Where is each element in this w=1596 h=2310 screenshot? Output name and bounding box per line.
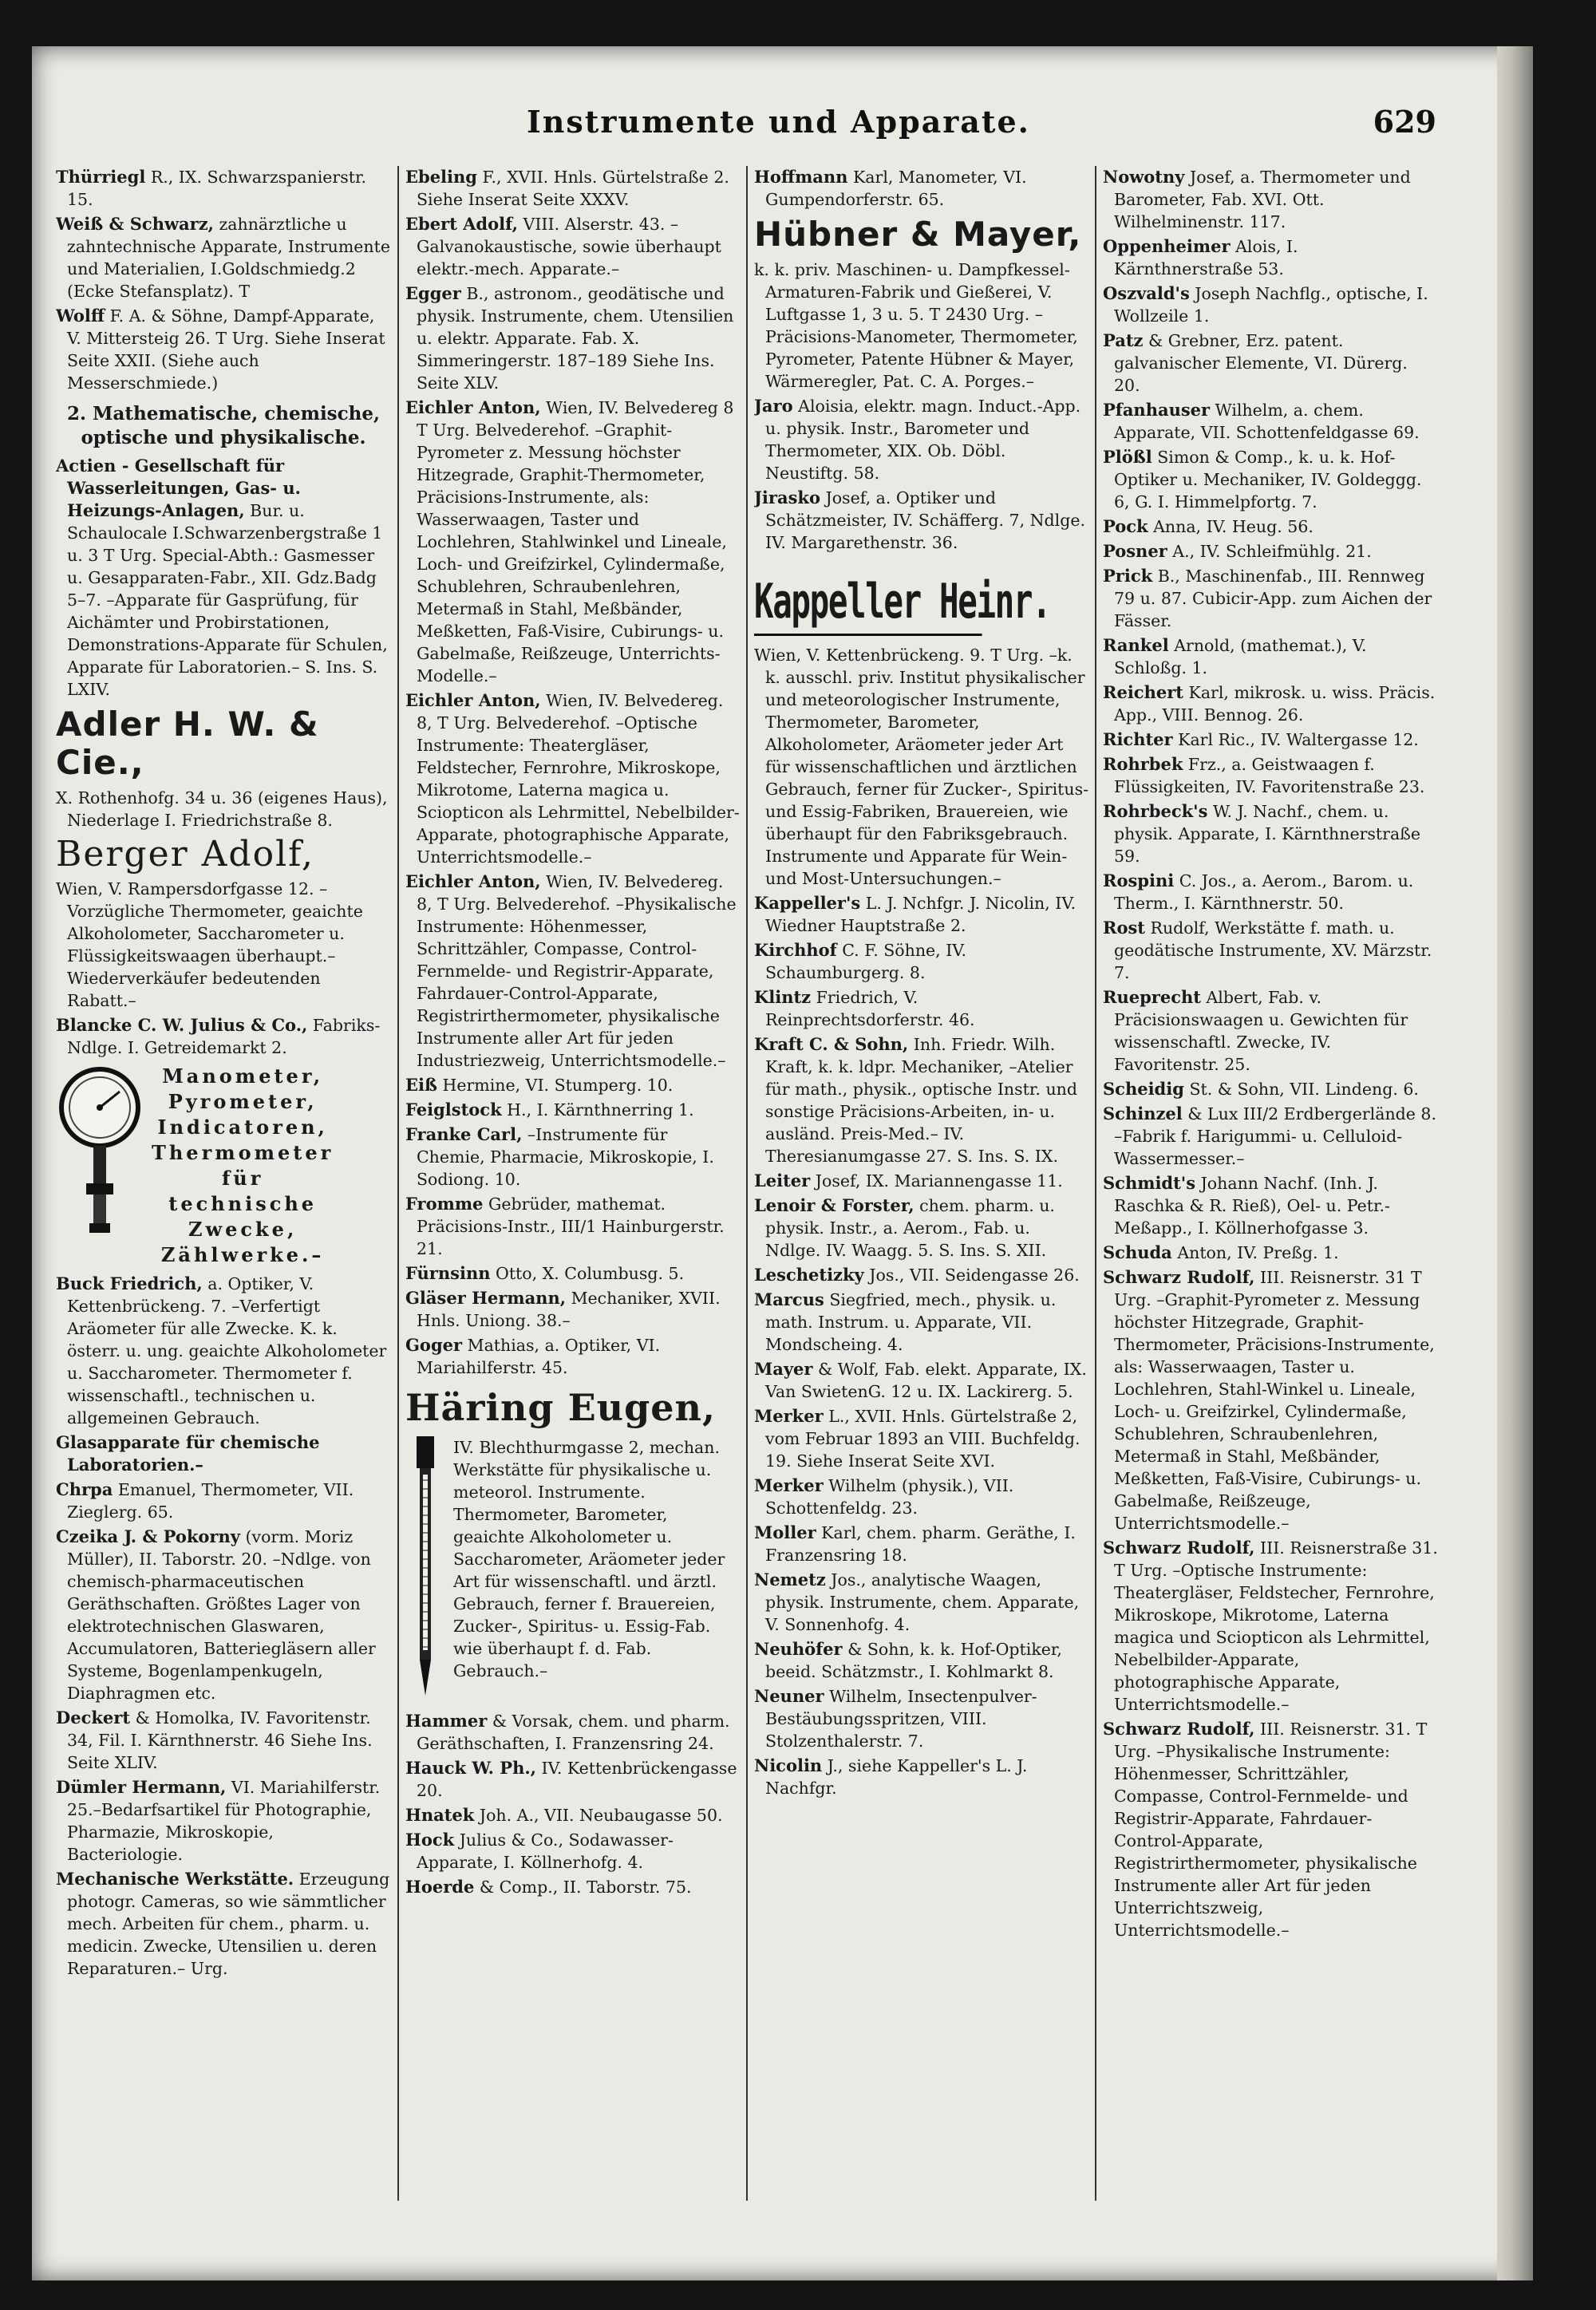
directory-entry <box>56 305 391 394</box>
directory-entry <box>1103 729 1438 751</box>
entry-text: F., XVII. Hnls. Gürtelstraße 2. Siehe Inserat Seite XXXV. <box>417 168 729 209</box>
directory-entry <box>405 1757 741 1802</box>
column-2 <box>405 166 741 2209</box>
entry-text: J., siehe Kappeller's L. J. Nachfgr. <box>765 1756 1028 1798</box>
entry-name: Oszvald's <box>1103 283 1190 303</box>
entry-name: Reichert <box>1103 682 1183 702</box>
entry-text: Karl Ric., IV. Waltergasse 12. <box>1178 730 1419 749</box>
directory-entry <box>754 487 1089 554</box>
entry-text: Inh. Friedr. Wilh. Kraft, k. k. ldpr. Mechaniker, –Atelier für math., physik., optische Instr. und sonstige Präcisions-Arbeiten, in- u. ausländ. Preis-Med.– IV. Theresianumgasse 27. S. Ins. S. IX. <box>765 1035 1077 1166</box>
entry-name: Schmidt's <box>1103 1173 1196 1193</box>
ad-line: Thermometer <box>152 1141 334 1164</box>
entry-name: Richter <box>1103 729 1173 749</box>
directory-entry <box>56 1014 391 1059</box>
entry-name: Posner <box>1103 541 1167 561</box>
manometer-icon <box>56 1064 144 1253</box>
directory-entry <box>1103 166 1438 233</box>
entry-name: Eiß <box>405 1075 437 1095</box>
directory-entry <box>754 1194 1089 1262</box>
display-name: Hübner & Mayer, <box>754 215 1082 254</box>
page-header <box>32 104 1532 152</box>
entry-name: Eichler Anton, <box>405 397 541 417</box>
directory-entry <box>1103 399 1438 444</box>
directory-entry <box>1103 1172 1438 1239</box>
entry-text: X. Rothenhofg. 34 u. 36 (eigenes Haus), Niederlage I. Friedrichstraße 8. <box>56 788 388 830</box>
directory-entry <box>754 892 1089 937</box>
entry-name: Mechanische Werkstätte. <box>56 1869 294 1889</box>
directory-entry <box>405 1262 741 1285</box>
directory-entry <box>405 1876 741 1898</box>
entry-text: Arnold, (mathemat.), V. Schloßg. 1. <box>1114 636 1367 677</box>
directory-entry <box>754 1264 1089 1286</box>
advertisement <box>405 1436 741 1705</box>
directory-entry <box>56 878 391 1012</box>
entry-name: Nicolin <box>754 1755 823 1775</box>
entry-text: chem. pharm. u. physik. Instr., a. Aerom., Fab. u. Ndlge. IV. Waagg. 5. S. Ins. S. XII. <box>765 1196 1055 1260</box>
entry-name: Czeika J. & Pokorny <box>56 1526 240 1546</box>
directory-entry <box>754 1170 1089 1192</box>
entry-text: Hermine, VI. Stumperg. 10. <box>442 1076 674 1095</box>
entry-name: Schwarz Rudolf, <box>1103 1267 1255 1287</box>
entry-name: Ebert Adolf, <box>405 214 518 234</box>
directory-entry <box>1103 446 1438 513</box>
entry-name: Neuhöfer <box>754 1639 843 1659</box>
entry-name: Patz <box>1103 330 1144 350</box>
entry-name: Hnatek <box>405 1805 475 1825</box>
page-edge <box>1497 46 1533 2280</box>
entry-name: Leiter <box>754 1171 811 1191</box>
directory-entry <box>754 1405 1089 1472</box>
directory-entry <box>1103 330 1438 397</box>
entry-text: Friedrich, V. Reinprechtsdorferstr. 46. <box>765 988 975 1029</box>
directory-entry <box>405 1123 741 1191</box>
entry-name: Hauck W. Ph., <box>405 1758 536 1778</box>
directory-entry <box>405 1334 741 1379</box>
directory-entry <box>1103 917 1438 984</box>
directory-entry <box>1103 515 1438 538</box>
entry-name: Moller <box>754 1522 816 1542</box>
entry-name: Actien - Gesellschaft für Wasserleitungen, Gas- u. Heizungs-Anlagen, <box>56 456 301 520</box>
entry-text: III. Reisnerstr. 31. T Urg. –Physikalische Instrumente: Höhenmesser, Schrittzähler, Compasse, Control-Fernmelde- und Registrir-Apparate, Fahrdauer-Control-Apparate, Registrirthermometer, physikalische Instrumente aller Art für jeden Unterrichtszweig, Unterrichtsmodelle.– <box>1114 1720 1428 1940</box>
directory-entry <box>1103 634 1438 679</box>
entry-text: C. F. Söhne, IV. Schaumburgerg. 8. <box>765 941 967 982</box>
entry-name: Rohrbek <box>1103 754 1183 774</box>
directory-entry <box>754 986 1089 1031</box>
entry-text: Aloisia, elektr. magn. Induct.-App. u. physik. Instr., Barometer und Thermometer, XIX. Ob. Döbl. Neustiftg. 58. <box>765 397 1081 483</box>
entry-text: Emanuel, Thermometer, VII. Zieglerg. 65. <box>67 1480 354 1522</box>
column-divider <box>746 166 748 2201</box>
entry-text: Albert, Fab. v. Präcisionswaagen u. Gewichten für wissenschaftl. Zwecke, IV. Favoritenstr. 25. <box>1114 988 1408 1074</box>
display-name: Berger Adolf, <box>56 834 314 875</box>
entry-text: Anna, IV. Heug. 56. <box>1153 517 1314 536</box>
entry-name: Nowotny <box>1103 167 1185 187</box>
entry-name: Fürnsinn <box>405 1263 491 1283</box>
directory-entry <box>1103 235 1438 280</box>
directory-entry <box>405 282 741 394</box>
page-title: Instrumente und Apparate. <box>527 104 1030 140</box>
entry-text: C. Jos., a. Aerom., Barom. u. Therm., I. Kärnthnerstr. 50. <box>1114 871 1414 913</box>
entry-name: Kraft C. & Sohn, <box>754 1034 909 1054</box>
entry-text: Josef, a. Thermometer und Barometer, Fab. XVI. Ott. Wilhelminenstr. 117. <box>1114 168 1411 231</box>
entry-text: & Grebner, Erz. patent. galvanischer Elemente, VI. Dürerg. 20. <box>1114 331 1408 395</box>
entry-text: & Vorsak, chem. und pharm. Geräthschaften, I. Franzensring 24. <box>417 1712 730 1753</box>
entry-text: IV. Kettenbrückengasse 20. <box>417 1759 737 1800</box>
directory-entry <box>56 787 391 831</box>
ad-line: für <box>221 1167 264 1190</box>
directory-entry <box>754 1685 1089 1752</box>
entry-text: a. Optiker, V. Kettenbrückeng. 7. –Verfertigt Aräometer für alle Zwecke. K. k. österr. u. ung. geaichte Alkoholometer u. Saccharometer. Thermometer f. wissenschaftl., technischen u. allgemeinen Gebrauch. <box>67 1274 387 1427</box>
entry-name: Kirchhof <box>754 940 837 960</box>
directory-entry <box>405 1193 741 1260</box>
entry-name: Mayer <box>754 1359 813 1379</box>
entry-text: Wilhelm, Insectenpulver-Bestäubungsspritzen, VIII. Stolzenthalerstr. 7. <box>765 1687 1037 1751</box>
entry-text: A., IV. Schleifmühlg. 21. <box>1172 542 1372 561</box>
directory-entry <box>405 1710 741 1755</box>
entry-text: F. A. & Söhne, Dampf-Apparate, V. Mittersteig 26. T Urg. Siehe Inserat Seite XXII. (Siehe auch Messerschmiede.) <box>67 306 385 393</box>
directory-entry <box>754 1569 1089 1636</box>
entry-text: III. Reisnerstr. 31 T Urg. –Graphit-Pyrometer z. Messung höchster Hitzegrade, Graphit-Thermometer, Präcisions-Instrumente, als: Wasserwaagen, Taster u. Lochlehren, Stahl-Winkel u. Lineale, Loch- u. Greifzirkel, Cylindermaße, Schublehren, Schraubenlehren, Metermaß in Stahl, Meßbänder, Meßketten, Faß-Visire, Cubirungs- u. Gabelmaße, Reißzeuge, Unterrichtsmodelle.– <box>1114 1268 1435 1533</box>
entry-text: H., I. Kärnthnerring 1. <box>507 1100 694 1119</box>
entry-name: Rospini <box>1103 871 1175 890</box>
ad-line: technische <box>168 1192 318 1215</box>
ad-line: Indicatoren, <box>157 1116 328 1139</box>
entry-text: Wien, V. Kettenbrückeng. 9. T Urg. –k. k. ausschl. priv. Institut physikalischer und meteorologischer Instrumente, Thermometer, Barometer, Alkoholometer, Aräometer jeder Art für wissenschaftlichen und ärztlichen Gebrauch, ferner für Zucker-, Spiritus- und Essig-Fabriken, Brauereien, wie überhaupt für den Fabriksgebrauch. Instrumente und Apparate für Wein- und Most-Untersuchungen.– <box>754 646 1089 888</box>
entry-name: Fromme <box>405 1194 484 1214</box>
entry-text: Jos., analytische Waagen, physik. Instrumente, chem. Apparate, V. Sonnenhofg. 4. <box>765 1570 1080 1634</box>
entry-name: Rueprecht <box>1103 987 1201 1007</box>
entry-name: Thürriegl <box>56 167 146 187</box>
directory-entry <box>56 1707 391 1774</box>
entry-text: VI. Mariahilferstr. 25.–Bedarfsartikel für Photographie, Pharmazie, Mikroskopie, Bacteriologie. <box>67 1778 381 1864</box>
directory-entry <box>754 259 1089 393</box>
directory-entry <box>754 1475 1089 1519</box>
column-divider <box>397 166 399 2201</box>
entry-text: Karl, mikrosk. u. wiss. Präcis. App., VIII. Bennog. 26. <box>1114 683 1436 725</box>
directory-entry <box>405 1829 741 1874</box>
directory-entry <box>405 1804 741 1826</box>
entry-name: Feiglstock <box>405 1100 502 1119</box>
directory-page <box>32 46 1532 2280</box>
entry-text: St. & Sohn, VII. Lindeng. 6. <box>1189 1080 1419 1099</box>
entry-text: & Homolka, IV. Favoritenstr. 34, Fil. I. Kärnthnerstr. 46 Siehe Ins. Seite XLIV. <box>67 1708 373 1772</box>
entry-text: W. J. Nachf., chem. u. physik. Apparate, I. Kärnthnerstraße 59. <box>1114 802 1420 866</box>
directory-entry <box>1103 681 1438 726</box>
directory-entry <box>1103 1103 1438 1170</box>
entry-text: Siegfried, mech., physik. u. math. Instrum. u. Apparate, VII. Mondscheing. 4. <box>765 1290 1057 1354</box>
entry-name: Goger <box>405 1335 463 1355</box>
entry-name: Schwarz Rudolf, <box>1103 1719 1255 1739</box>
entry-name: Hoffmann <box>754 167 848 187</box>
entry-name: Pock <box>1103 516 1148 536</box>
entry-name: Marcus <box>754 1289 824 1309</box>
entry-text: Alois, I. Kärnthnerstraße 53. <box>1114 237 1298 278</box>
directory-entry <box>405 689 741 868</box>
directory-entry <box>405 213 741 280</box>
advertisement <box>56 1064 391 1268</box>
entry-text: Fabriks-Ndlge. I. Getreidemarkt 2. <box>67 1016 381 1057</box>
directory-entry <box>754 166 1089 211</box>
ad-line: Zählwerke.– <box>160 1243 325 1266</box>
entry-name: Hoerde <box>405 1877 475 1897</box>
entry-text: Wien, IV. Belvedereg 8 T Urg. Belvederehof. –Graphit-Pyrometer z. Messung höchster Hitzegrade, Graphit-Thermometer, Präcisions-Instrumente, als: Wasserwaagen, Taster und Lochlehren, Stahlwinkel und Lineale, Loch- und Greifzirkel, Cylindermaße, Schublehren, Schraubenlehren, Metermaß in Stahl, Meßbänder, Meßketten, Faß-Visire, Cubirungs- u. Gabelmaße, Reißzeuge, Unterrichts-Modelle.– <box>417 398 734 685</box>
entry-name: Chrpa <box>56 1479 113 1499</box>
thermometer-icon <box>405 1436 445 1705</box>
directory-entry <box>56 1273 391 1429</box>
entry-name: Hammer <box>405 1711 488 1731</box>
directory-entry <box>1103 540 1438 563</box>
entry-text: Karl, chem. pharm. Geräthe, I. Franzensring 18. <box>765 1523 1076 1565</box>
directory-entry <box>56 1479 391 1523</box>
directory-entry <box>1103 800 1438 867</box>
entry-name: Blancke C. W. Julius & Co., <box>56 1015 308 1035</box>
directory-entry <box>1103 1078 1438 1100</box>
entry-text: Mathias, a. Optiker, VI. Mariahilferstr. 45. <box>417 1336 661 1377</box>
entry-name: Ebeling <box>405 167 477 187</box>
directory-entry <box>754 395 1089 484</box>
entry-name: Buck Friedrich, <box>56 1273 203 1293</box>
directory-entry <box>56 166 391 211</box>
directory-entry <box>754 644 1089 890</box>
entry-name: Franke Carl, <box>405 1124 523 1144</box>
entry-name: Hock <box>405 1830 455 1850</box>
entry-name: Plößl <box>1103 447 1152 467</box>
entry-name: Gläser Hermann, <box>405 1288 567 1308</box>
page-number: 629 <box>1373 104 1436 140</box>
directory-entry <box>1103 282 1438 327</box>
entry-name: Pfanhauser <box>1103 400 1211 420</box>
directory-entry <box>56 1431 391 1476</box>
entry-text: Gebrüder, mathemat. Präcisions-Instr., III/1 Hainburgerstr. 21. <box>417 1194 725 1258</box>
entry-text: & Wolf, Fab. elekt. Apparate, IX. Van SwietenG. 12 u. IX. Lackirerg. 5. <box>765 1360 1087 1401</box>
entry-name: Scheidig <box>1103 1079 1184 1099</box>
entry-name: Eichler Anton, <box>405 690 541 710</box>
entry-name: Oppenheimer <box>1103 236 1231 256</box>
display-name: Kappeller Heinr. <box>754 570 982 636</box>
entry-text: Josef, a. Optiker und Schätzmeister, IV. Schäfferg. 7, Ndlge. IV. Margarethenstr. 36. <box>765 488 1086 552</box>
entry-name: Leschetizky <box>754 1265 864 1285</box>
entry-name: Kappeller's <box>754 893 861 913</box>
entry-name: Egger <box>405 283 461 303</box>
ad-line: Manometer, <box>162 1064 324 1088</box>
directory-entry <box>56 455 391 701</box>
directory-entry <box>1103 1242 1438 1264</box>
entry-text: Wilhelm, a. chem. Apparate, VII. Schottenfeldgasse 69. <box>1114 401 1420 442</box>
directory-entry <box>405 397 741 687</box>
directory-entry <box>754 1755 1089 1799</box>
entry-text: Johann Nachf. (Inh. J. Raschka & R. Rieß), Oel- u. Petr.-Meßapp., I. Köllnerhofgasse 3. <box>1114 1174 1390 1238</box>
entry-name: Weiß & Schwarz, <box>56 214 214 234</box>
entry-text: B., astronom., geodätische und physik. Instrumente, chem. Utensilien u. elektr. Apparate. Fab. X. Simmeringerstr. 187–189 Siehe Ins. Seite XLV. <box>417 284 734 393</box>
entry-name: Prick <box>1103 566 1153 586</box>
entry-name: Merker <box>754 1406 824 1426</box>
entry-text: B., Maschinenfab., III. Rennweg 79 u. 87. Cubicir-App. zum Aichen der Fässer. <box>1114 567 1432 630</box>
directory-entry <box>405 166 741 211</box>
entry-name: Nemetz <box>754 1570 826 1589</box>
directory-entry <box>56 1776 391 1866</box>
entry-name: Lenoir & Forster, <box>754 1195 915 1215</box>
entry-name: Dümler Hermann, <box>56 1777 227 1797</box>
entry-text: k. k. priv. Maschinen- u. Dampfkessel-Armaturen-Fabrik und Gießerei, V. Luftgasse 1, 3 u. 5. T 2430 Urg. –Präcisions-Manometer, Thermometer, Pyrometer, Patente Hübner & Mayer, Wärmeregler, Pat. C. A. Porges.– <box>754 260 1078 391</box>
directory-entry <box>405 1287 741 1332</box>
entry-name: Schinzel <box>1103 1104 1183 1123</box>
directory-entry <box>56 213 391 302</box>
entry-text: VIII. Alserstr. 43. –Galvanokaustische, sowie überhaupt elektr.-mech. Apparate.– <box>417 215 721 278</box>
entry-text: Wilhelm (physik.), VII. Schottenfeldg. 23. <box>765 1476 1014 1518</box>
entry-text: Joseph Nachflg., optische, I. Wollzeile 1. <box>1114 284 1428 326</box>
entry-text: & Sohn, k. k. Hof-Optiker, beeid. Schätzmstr., I. Kohlmarkt 8. <box>765 1640 1062 1681</box>
column-4 <box>1103 166 1438 2209</box>
entry-name: Rost <box>1103 918 1145 938</box>
directory-entry <box>754 1638 1089 1683</box>
entry-name: Eichler Anton, <box>405 871 541 891</box>
entry-name: Neuner <box>754 1686 824 1706</box>
entry-text: & Lux III/2 Erdbergerlände 8. –Fabrik f. Harigummi- u. Celluloid-Wassermesser.– <box>1114 1104 1436 1168</box>
display-name: Adler H. W. & Cie., <box>56 705 319 782</box>
column-3 <box>754 166 1089 2209</box>
directory-entry <box>1103 565 1438 632</box>
directory-entry <box>1103 753 1438 798</box>
display-name: Häring Eugen, <box>405 1386 716 1429</box>
directory-entry <box>1103 870 1438 914</box>
ad-text: IV. Blechthurmgasse 2, mechan. Werkstätte für physikalische u. meteorol. Instrumente. Thermometer, Barometer, geaichte Alkoholometer u. Saccharometer, Aräometer jeder Art für wissenschaftl. und ärztl. Gebrauch, ferner f. Brauereien, Zucker-, Spiritus- u. Essig-Fab. wie überhaupt f. d. Fab. Gebrauch.– <box>453 1438 725 1680</box>
entry-text: –Instrumente für Chemie, Pharmacie, Mikroskopie, I. Sodiong. 10. <box>417 1125 714 1189</box>
entry-name: Jaro <box>754 396 793 416</box>
ad-line: Zwecke, <box>188 1218 298 1241</box>
entry-text: R., IX. Schwarzspanierstr. 15. <box>67 168 367 209</box>
directory-entry <box>56 1526 391 1704</box>
entry-text: Josef, IX. Mariannengasse 11. <box>815 1171 1063 1191</box>
entry-text: Frz., a. Geistwaagen f. Flüssigkeiten, IV. Favoritenstraße 23. <box>1114 755 1425 796</box>
directory-entry <box>405 1099 741 1121</box>
directory-entry <box>1103 986 1438 1076</box>
directory-entry <box>754 939 1089 984</box>
entry-text: Jos., VII. Seidengasse 26. <box>869 1266 1080 1285</box>
directory-entry <box>754 1033 1089 1167</box>
entry-text: Mechaniker, XVII. Hnls. Uniong. 38.– <box>417 1289 721 1330</box>
entry-text: III. Reisnerstraße 31. T Urg. –Optische Instrumente: Theatergläser, Feldstecher, Fernrohre, Mikroskope, Mikrotome, Laterna magica und Sciopticon als Lehrmittel, Nebelbilder-Apparate, photographische Apparate, Unterrichtsmodelle.– <box>1114 1538 1438 1714</box>
entry-text: Erzeugung photogr. Cameras, so wie sämmtlicher mech. Arbeiten für chem., pharm. u. medicin. Zwecke, Utensilien u. deren Reparaturen.– Urg. <box>67 1870 390 1978</box>
entry-name: Rankel <box>1103 635 1169 655</box>
entry-text: Anton, IV. Preßg. 1. <box>1177 1243 1339 1262</box>
entry-text: L. J. Nchfgr. J. Nicolin, IV. Wiedner Hauptstraße 2. <box>765 894 1077 935</box>
entry-text: Karl, Manometer, VI. Gumpendorferstr. 65. <box>765 168 1027 209</box>
entry-name: Deckert <box>56 1708 131 1728</box>
entry-text: Joh. A., VII. Neubaugasse 50. <box>479 1806 723 1825</box>
entry-name: Schuda <box>1103 1242 1172 1262</box>
ad-line: Pyrometer, <box>168 1090 318 1113</box>
entry-text: Rudolf, Werkstätte f. math. u. geodätische Instrumente, XV. Märzstr. 7. <box>1114 918 1432 982</box>
entry-text: & Comp., II. Taborstr. 75. <box>479 1878 692 1897</box>
entry-text: Wien, IV. Belvedereg. 8, T Urg. Belvederehof. –Physikalische Instrumente: Höhenmesser, Schrittzähler, Compasse, Control-Fernmelde- und Registrir-Apparate, Fahrdauer-Control-Apparate, Registrirthermometer, physikalische Instrumente aller Art für jeden Industriezweig, Unterrichtsmodelle.– <box>417 872 737 1070</box>
section-heading: 2. Mathematische, chemische, optische und physikalische. <box>66 403 381 448</box>
directory-entry <box>754 1358 1089 1403</box>
entry-name: Wolff <box>56 306 105 326</box>
entry-text: Otto, X. Columbusg. 5. <box>496 1264 685 1283</box>
column-1 <box>56 166 391 2209</box>
column-divider <box>1095 166 1096 2201</box>
entry-text: Julius & Co., Sodawasser-Apparate, I. Köllnerhofg. 4. <box>417 1830 674 1872</box>
directory-entry <box>1103 1266 1438 1534</box>
entry-name: Schwarz Rudolf, <box>1103 1538 1255 1558</box>
directory-entry <box>405 1074 741 1096</box>
directory-entry <box>56 1868 391 1980</box>
directory-entry <box>754 1522 1089 1566</box>
entry-name: Klintz <box>754 987 812 1007</box>
directory-entry <box>754 1289 1089 1356</box>
entry-name: Jirasko <box>754 488 820 507</box>
ad-text <box>152 1064 334 1268</box>
entry-text: L., XVII. Hnls. Gürtelstraße 2, vom Februar 1893 an VIII. Buchfeldg. 19. Siehe Inserat Seite XVI. <box>765 1407 1080 1471</box>
entry-text: Wien, V. Rampersdorfgasse 12. –Vorzügliche Thermometer, geaichte Alkoholometer, Saccharometer u. Flüssigkeitswaagen überhaupt.– Wiederverkäufer bedeutenden Rabatt.– <box>56 879 363 1010</box>
directory-entry <box>405 871 741 1072</box>
entry-text: zahnärztliche u zahntechnische Apparate, Instrumente und Materialien, I.Goldschmiedg.2 (Ecke Stefansplatz). T <box>67 215 390 301</box>
entry-text: (vorm. Moriz Müller), II. Taborstr. 20. –Ndlge. von chemisch-pharmaceutischen Geräthschaften. Größtes Lager von elektrotechnischen Glaswaren, Accumulatoren, Batteriegläsern aller Systeme, Bogenlampenkugeln, Diaphragmen etc. <box>67 1527 376 1703</box>
directory-entry <box>1103 1537 1438 1716</box>
entry-name: Rohrbeck's <box>1103 801 1208 821</box>
entry-text: Simon & Comp., k. u. k. Hof-Optiker u. Mechaniker, IV. Goldeggg. 6, G. I. Himmelpfortg. 7. <box>1114 448 1422 511</box>
directory-entry <box>1103 1718 1438 1941</box>
entry-name: Merker <box>754 1475 824 1495</box>
entry-text: Wien, IV. Belvedereg. 8, T Urg. Belvederehof. –Optische Instrumente: Theatergläser, Feldstecher, Fernrohre, Mikroskope, Mikrotome, Laterna magica u. Sciopticon als Lehrmittel, Nebelbilder-Apparate, photographische Apparate, Unterrichtsmodelle.– <box>417 691 740 867</box>
entry-text: Bur. u. Schaulocale I.Schwarzenbergstraße 1 u. 3 T Urg. Special-Abth.: Gasmesser u. Gesapparaten-Fabr., XII. Gdz.Badg 5–7. –Apparate für Gasprüfung, für Aichämter und Probirstationen, Demonstrations-Apparate für Schulen, Apparate für Laboratorien.– S. Ins. S. LXIV. <box>67 501 388 699</box>
entry-name: Glasapparate für chemische Laboratorien.– <box>56 1432 320 1475</box>
